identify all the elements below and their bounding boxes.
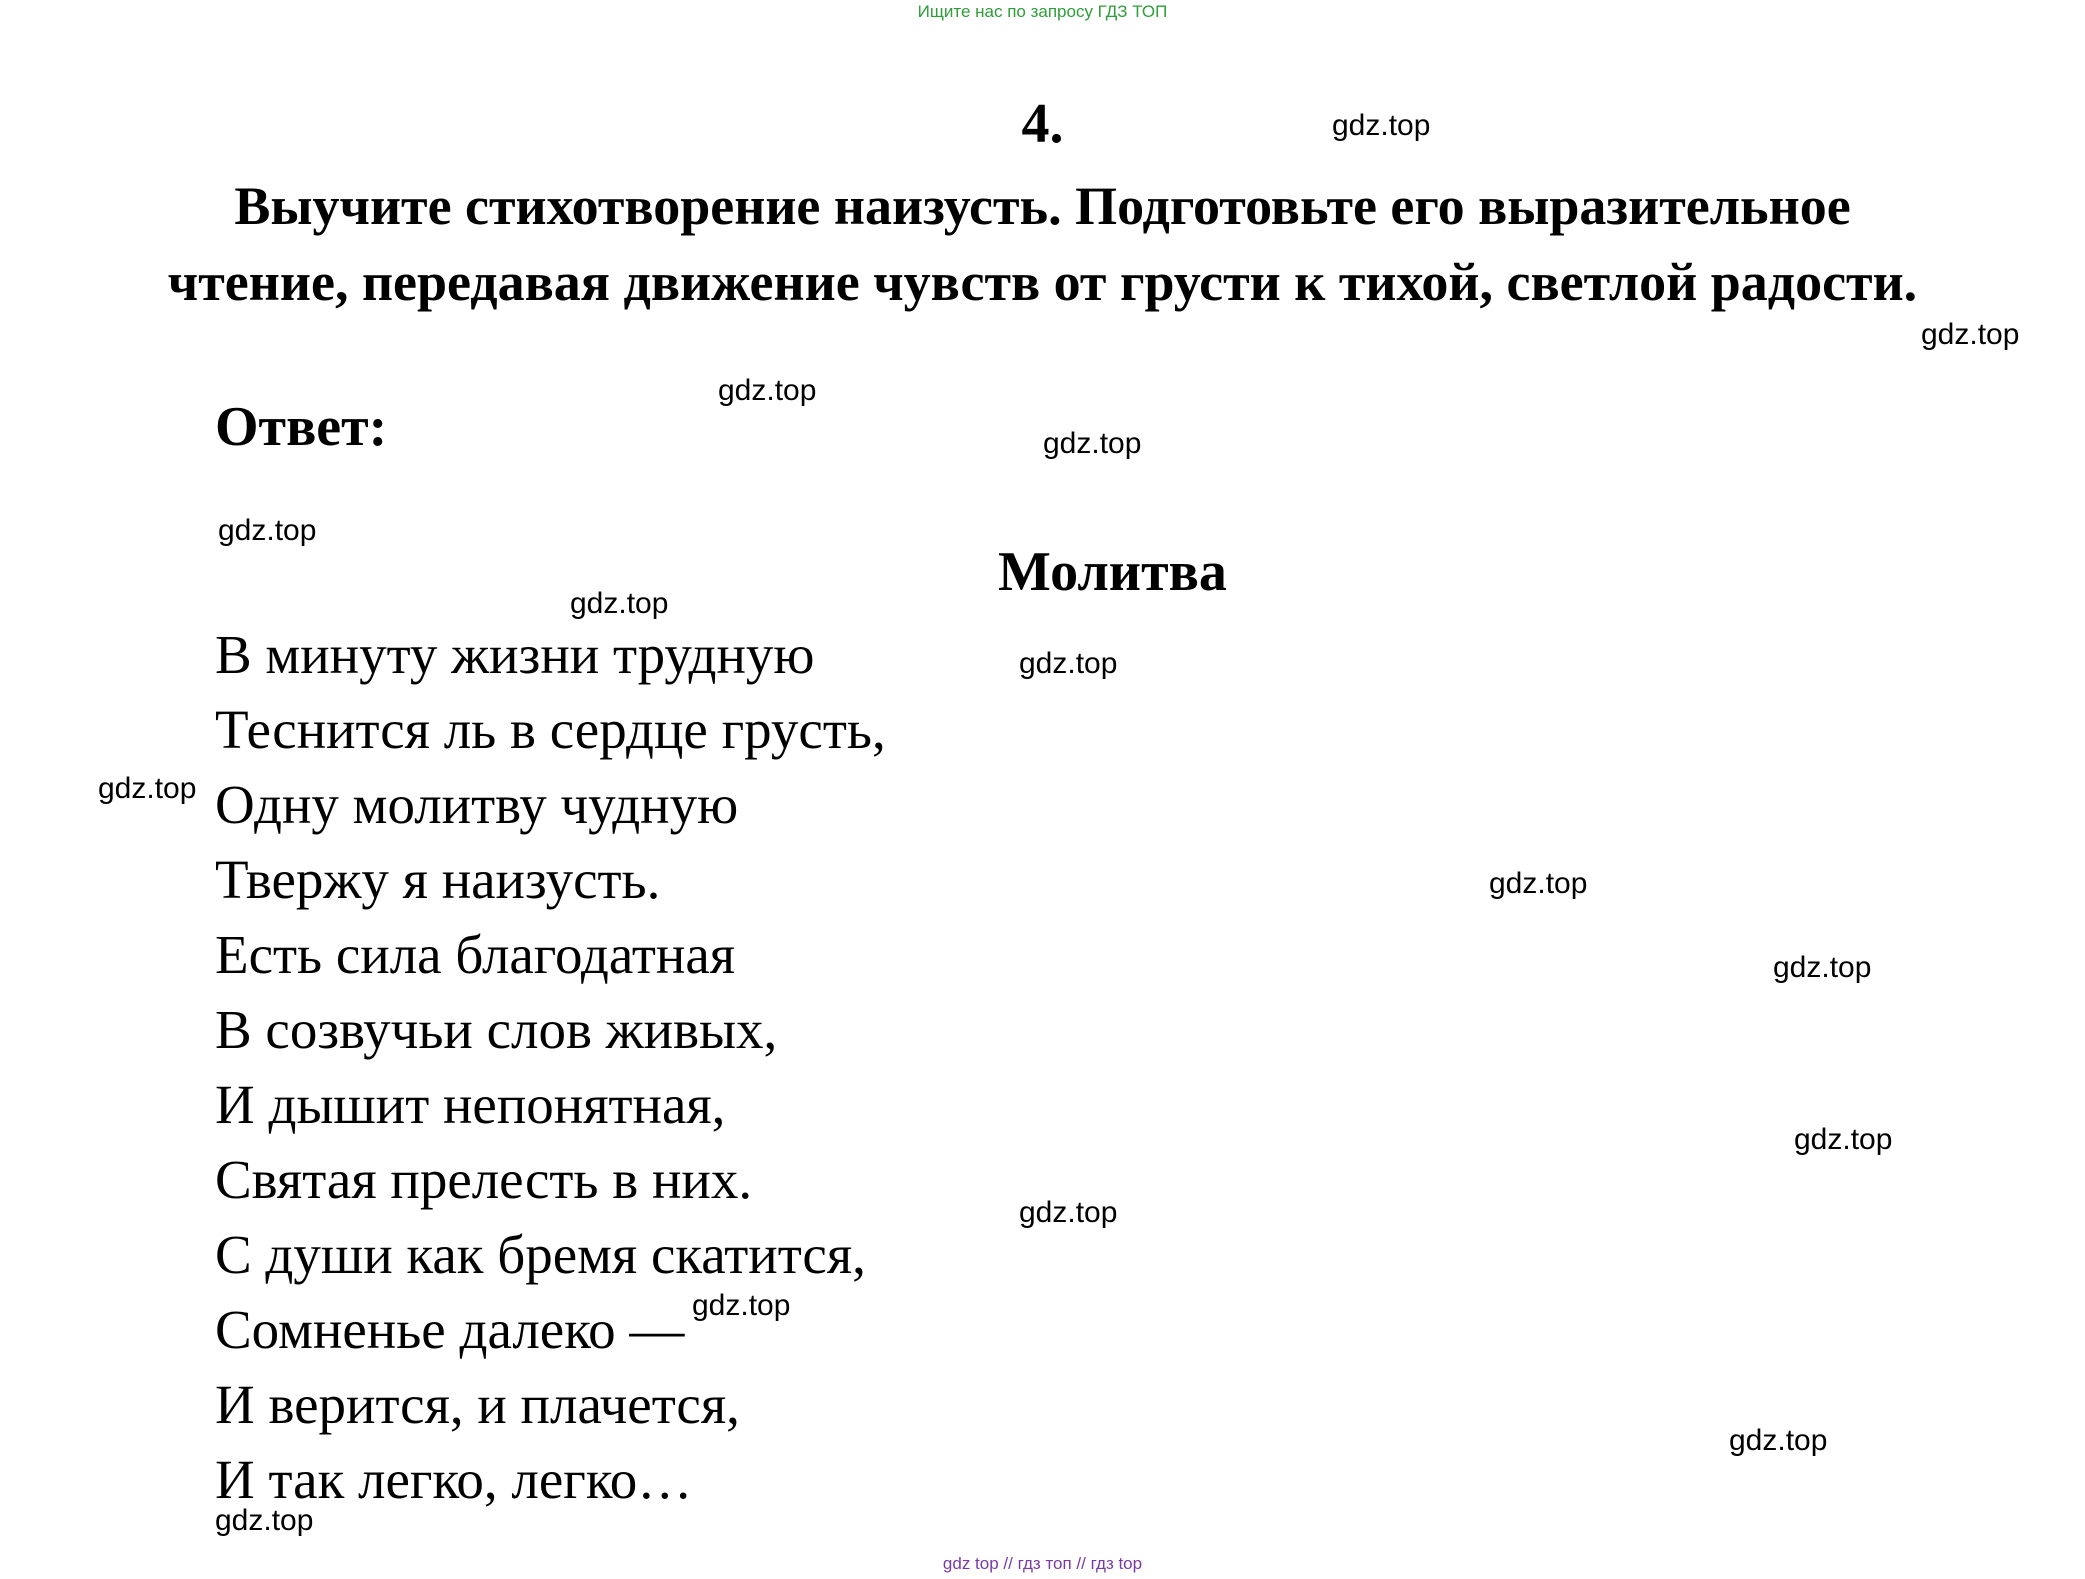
poem-line: И дышит непонятная, bbox=[215, 1074, 726, 1135]
watermark: gdz.top bbox=[570, 587, 669, 620]
poem-line: Есть сила благодатная bbox=[215, 924, 736, 985]
poem-line: Святая прелесть в них. bbox=[215, 1149, 753, 1210]
watermark: gdz.top bbox=[215, 1504, 314, 1537]
task-number: 4. bbox=[1021, 93, 1064, 155]
task-instruction-line-1: Выучите стихотворение наизусть. Подготовьте его выразительное bbox=[234, 176, 1851, 236]
watermark: gdz.top bbox=[1773, 951, 1872, 984]
watermark: gdz.top bbox=[218, 514, 317, 547]
poem-line: С души как бремя скатится, bbox=[215, 1224, 866, 1285]
watermark: gdz.top bbox=[1729, 1424, 1828, 1457]
poem-line: И верится, и плачется, bbox=[215, 1374, 740, 1435]
poem-line: Одну молитву чудную bbox=[215, 774, 739, 835]
poem-line: В созвучьи слов живых, bbox=[215, 999, 778, 1060]
poem-title: Молитва bbox=[998, 541, 1227, 603]
poem-line: И так легко, легко… bbox=[215, 1449, 693, 1510]
watermark: gdz.top bbox=[1921, 318, 2020, 351]
watermark: gdz.top bbox=[1489, 867, 1588, 900]
watermark: gdz.top bbox=[692, 1289, 791, 1322]
watermark: gdz.top bbox=[1043, 427, 1142, 460]
watermark: gdz.top bbox=[1019, 647, 1118, 680]
top-banner: Ищите нас по запросу ГДЗ ТОП bbox=[917, 2, 1168, 21]
watermark: gdz.top bbox=[98, 772, 197, 805]
watermark: gdz.top bbox=[718, 374, 817, 407]
watermark: gdz.top bbox=[1332, 109, 1431, 142]
poem-line: Твержу я наизусть. bbox=[215, 849, 661, 910]
poem-body bbox=[215, 617, 886, 1517]
task-instruction-line-2: чтение, передавая движение чувств от грусти к тихой, светлой радости. bbox=[167, 252, 1918, 312]
watermark: gdz.top bbox=[1794, 1123, 1893, 1156]
answer-label: Ответ: bbox=[215, 396, 388, 458]
task-instruction bbox=[0, 168, 2085, 320]
poem-line: В минуту жизни трудную bbox=[215, 624, 815, 685]
poem-line: Сомненье далеко — bbox=[215, 1299, 685, 1360]
footer-links: gdz top // гдз топ // гдз top bbox=[942, 1554, 1143, 1573]
watermark: gdz.top bbox=[1019, 1196, 1118, 1229]
poem-line: Теснится ль в сердце грусть, bbox=[215, 699, 886, 760]
